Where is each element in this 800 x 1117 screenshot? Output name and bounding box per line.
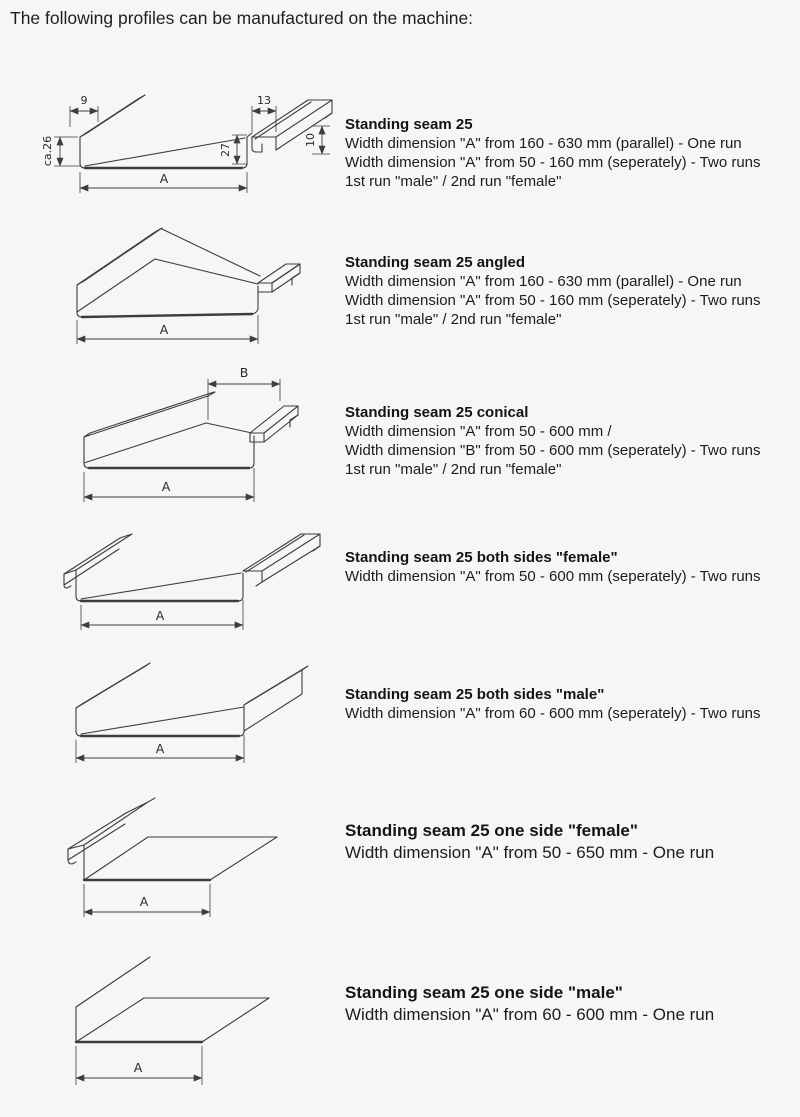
profile-title: Standing seam 25 angled <box>345 254 526 271</box>
dim-label-9: 9 <box>80 94 88 107</box>
profile-line: Width dimension "A" from 50 - 600 mm (seperately) - Two runs <box>345 568 761 585</box>
profile-info-1 <box>345 115 761 191</box>
dim-label-a: A <box>159 322 169 337</box>
dim-label-b: B <box>239 365 249 380</box>
standing-seam-25-conical-drawing <box>40 365 340 510</box>
profile-title: Standing seam 25 one side "female" <box>345 821 638 840</box>
profile-info-4 <box>345 548 761 586</box>
profile-info-2 <box>345 253 761 329</box>
dim-label-ca26: ca.26 <box>41 135 54 167</box>
standing-seam-25-conical-figure <box>40 365 340 510</box>
standing-seam-25-drawing <box>40 80 340 210</box>
dim-label-a: A <box>133 1060 143 1075</box>
profile-line: Width dimension "A" from 50 - 600 mm / <box>345 423 612 440</box>
standing-seam-25-both-male-drawing <box>40 650 340 770</box>
dim-label-a: A <box>161 479 171 494</box>
standing-seam-25-one-female-drawing <box>40 785 340 925</box>
profile-title: Standing seam 25 both sides "male" <box>345 686 605 703</box>
profile-line: Width dimension "A" from 160 - 630 mm (parallel) - One run <box>345 135 742 152</box>
dim-label-10: 10 <box>304 133 317 147</box>
profile-line: Width dimension "A" from 160 - 630 mm (parallel) - One run <box>345 273 742 290</box>
profile-title: Standing seam 25 conical <box>345 404 529 421</box>
standing-seam-25-both-female-figure <box>40 520 340 640</box>
profile-line: Width dimension "B" from 50 - 600 mm (seperately) - Two runs <box>345 442 761 459</box>
standing-seam-25-angled-drawing <box>40 220 340 360</box>
profile-line: Width dimension "A" from 60 - 600 mm (seperately) - Two runs <box>345 705 761 722</box>
profile-title: Standing seam 25 both sides "female" <box>345 549 618 566</box>
profile-line: 1st run "male" / 2nd run "female" <box>345 311 562 328</box>
standing-seam-25-figure <box>40 80 340 210</box>
profile-title: Standing seam 25 one side "male" <box>345 983 623 1002</box>
dim-label-a: A <box>159 171 169 186</box>
dim-label-a: A <box>155 608 165 623</box>
profile-info-5 <box>345 685 761 723</box>
profile-line: 1st run "male" / 2nd run "female" <box>345 173 562 190</box>
dim-label-a: A <box>155 741 165 756</box>
profile-line: Width dimension "A" from 50 - 160 mm (seperately) - Two runs <box>345 154 761 171</box>
dim-label-27: 27 <box>219 143 232 157</box>
standing-seam-25-one-male-drawing <box>40 945 340 1090</box>
profile-info-3 <box>345 403 761 479</box>
standing-seam-25-one-male-figure <box>40 945 340 1090</box>
profile-line: Width dimension "A" from 50 - 650 mm - One run <box>345 843 715 862</box>
page-title: The following profiles can be manufactured on the machine: <box>10 8 474 28</box>
standing-seam-25-one-female-figure <box>40 785 340 925</box>
standing-seam-25-both-female-drawing <box>40 520 340 640</box>
profile-info-7 <box>345 982 714 1026</box>
profile-title: Standing seam 25 <box>345 116 473 133</box>
standing-seam-25-angled-figure <box>40 220 340 360</box>
profile-line: 1st run "male" / 2nd run "female" <box>345 461 562 478</box>
dim-label-a: A <box>139 894 149 909</box>
standing-seam-25-both-male-figure <box>40 650 340 770</box>
dim-label-13: 13 <box>257 94 271 107</box>
profile-line: Width dimension "A" from 50 - 160 mm (seperately) - Two runs <box>345 292 761 309</box>
profile-info-6 <box>345 820 714 864</box>
profile-line: Width dimension "A" from 60 - 600 mm - One run <box>345 1005 715 1024</box>
